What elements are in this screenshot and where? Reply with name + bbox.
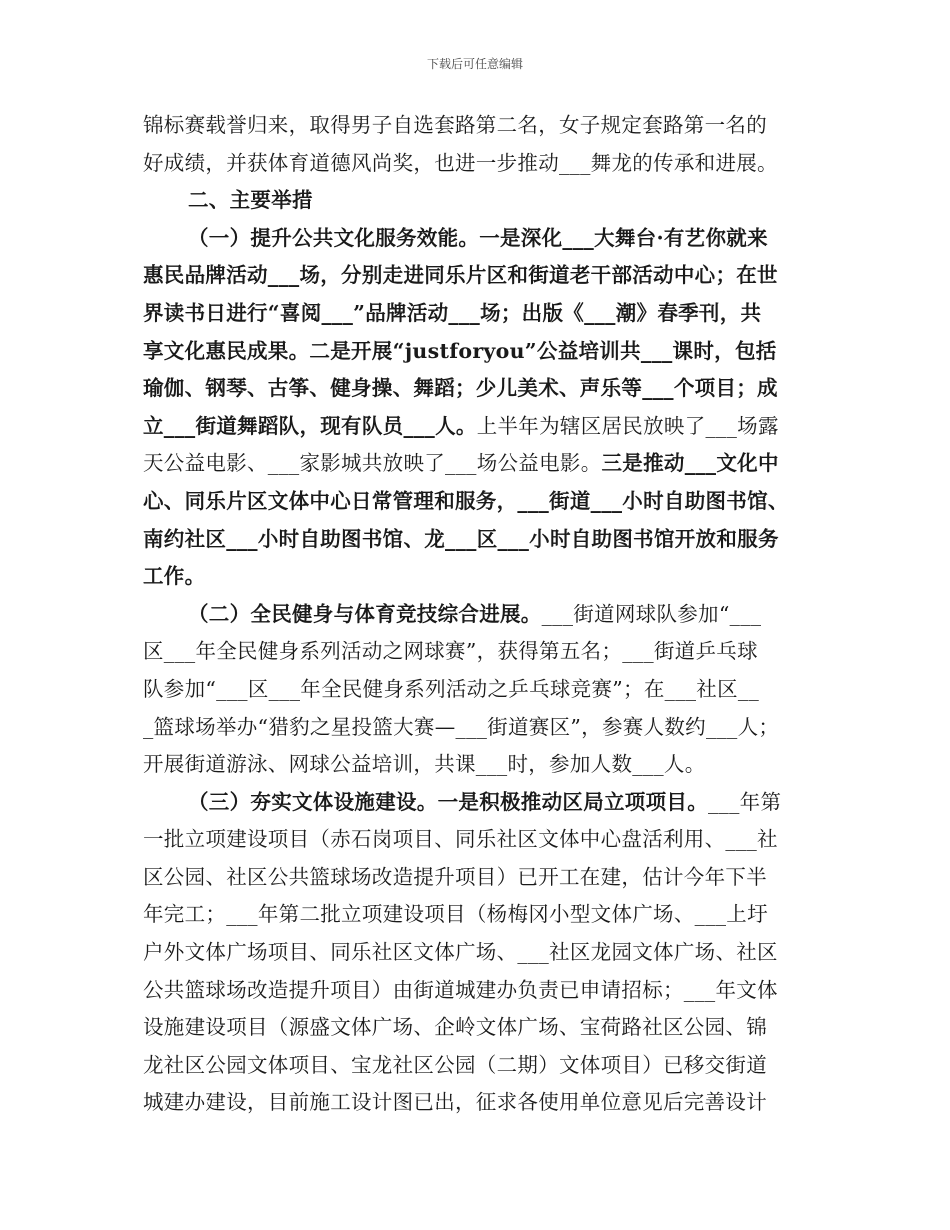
- text-span: 立___街道舞蹈队，现有队员___人。: [143, 413, 477, 438]
- text-line: [143, 445, 811, 483]
- text-line: 户外文体广场项目、同乐社区文体广场、___社区龙园文体广场、社区: [143, 940, 778, 965]
- text-line: 享文化惠民成果。二是开展“justforyou”公益培训共___课时，包括: [143, 338, 777, 363]
- text-line: 工作。: [143, 564, 206, 589]
- text-line: [143, 784, 811, 822]
- text-span: 三是推动___文化中: [601, 451, 779, 476]
- text-span: ___街道网球队参加“___: [541, 601, 762, 626]
- text-line: 区___年全民健身系列活动之网球赛”，获得第五名；___街道乒乓球: [143, 639, 758, 664]
- text-line: 心、同乐片区文体中心日常管理和服务，___街道___小时自助图书馆、: [143, 488, 789, 513]
- subsection-heading: （一）提升公共文化服务效能。一是深化___大舞台·有艺你就来: [188, 225, 768, 250]
- subsection-heading: （三）夯实文体设施建设。一是积极推动区局立项项目。: [188, 789, 708, 814]
- text-line: 南约社区___小时自助图书馆、龙___区___小时自助图书馆开放和服务: [143, 526, 779, 551]
- text-line: 锦标赛载誉归来，取得男子自选套路第二名，女子规定套路第一名的: [143, 113, 767, 137]
- subsection-heading: （二）全民健身与体育竞技综合进展。: [188, 601, 542, 626]
- text-line: 设施建设项目（源盛文体广场、企岭文体广场、宝荷路社区公园、锦: [143, 1015, 767, 1040]
- text-line: 好成绩，并获体育道德风尚奖，也进一步推动___舞龙的传承和进展。: [143, 150, 778, 175]
- text-span: 上半年为辖区居民放映了___场露: [476, 413, 779, 438]
- text-line: 城建办建设，目前施工设计图已出，征求各使用单位意见后完善设计: [143, 1090, 767, 1115]
- page-header: 下载后可任意编辑: [426, 57, 523, 71]
- text-line: 区公园、社区公共篮球场改造提升项目）已开工在建，估计今年下半: [143, 864, 767, 889]
- text-line: 队参加“___区___年全民健身系列活动之乒乓球竞赛”；在___社区__: [143, 676, 760, 701]
- text-line: 瑜伽、钢琴、古筝、健身操、舞蹈；少儿美术、声乐等___个项目；成: [143, 376, 778, 401]
- text-span: 天公益电影、___家影城共放映了___场公益电影。: [143, 451, 602, 476]
- document-body: [143, 107, 811, 1122]
- text-line: 惠民品牌活动___场，分别走进同乐片区和街道老干部活动中心；在世: [143, 263, 778, 288]
- text-line: 龙社区公园文体项目、宝龙社区公园（二期）文体项目）已移交街道: [143, 1052, 767, 1077]
- text-line: 年完工；___年第二批立项建设项目（杨梅冈小型文体广场、___上圩: [143, 902, 768, 927]
- text-line: 开展街道游泳、网球公益培训，共课___时，参加人数___人。: [143, 752, 706, 777]
- text-line: 一批立项建设项目（赤石岗项目、同乐社区文体中心盘活利用、___社: [143, 827, 778, 852]
- section-heading: 二、主要举措: [188, 188, 313, 213]
- text-line: [143, 408, 811, 446]
- text-line: _篮球场举办“猎豹之星投篮大赛—___街道赛区”，参赛人数约___人；: [143, 714, 780, 739]
- text-line: [143, 596, 811, 634]
- text-span: ___年第: [708, 789, 782, 814]
- text-line: 公共篮球场改造提升项目）由街道城建办负责已申请招标；___年文体: [143, 977, 778, 1002]
- text-line: 界读书日进行“喜阅___”品牌活动___场；出版《___潮》春季刊，共: [143, 300, 762, 325]
